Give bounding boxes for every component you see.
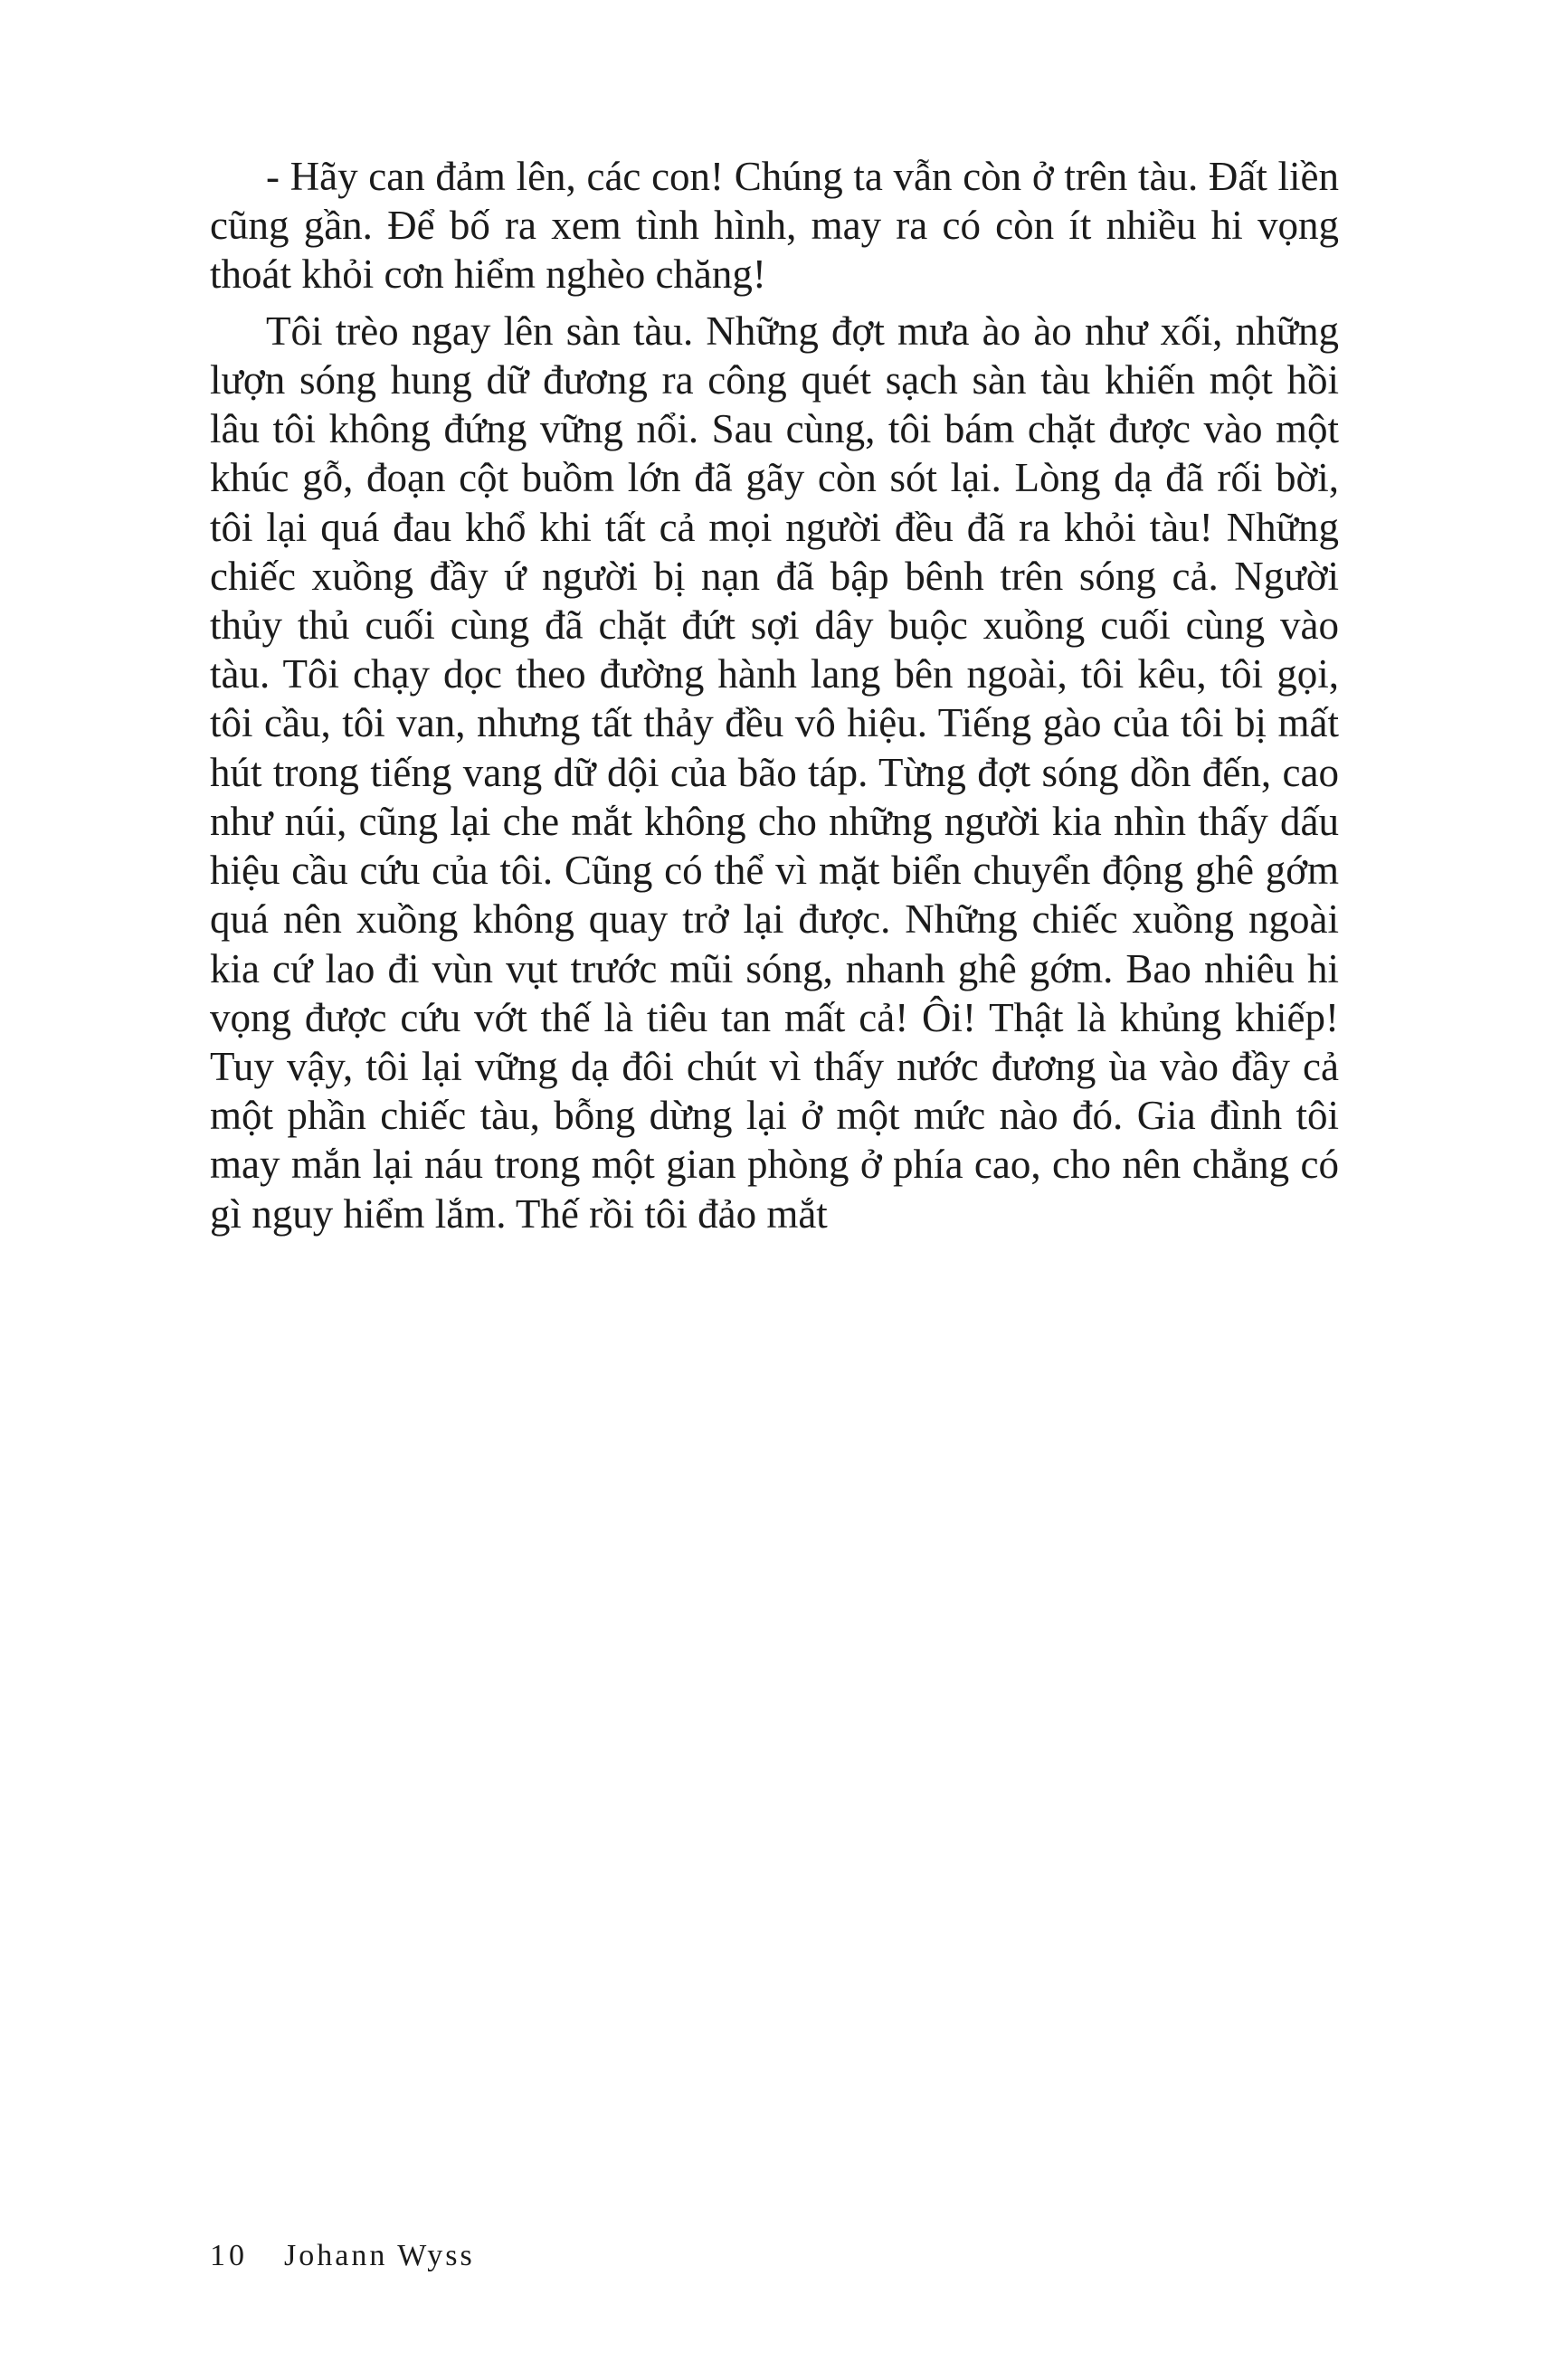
paragraph-1: - Hãy can đảm lên, các con! Chúng ta vẫn còn ở trên tàu. Đất liền cũng gần. Để bố ra xem tình hình, may ra có còn ít nhiều hi vọng thoát khỏi cơn hiểm nghèo chăng! (210, 154, 1339, 298)
page-number: 10 (210, 2239, 248, 2272)
page-body (210, 152, 1339, 1246)
running-head-author: Johann Wyss (284, 2239, 475, 2272)
paragraph-2: Tôi trèo ngay lên sàn tàu. Những đợt mưa ào ào như xối, những lượn sóng hung dữ đương ra công quét sạch sàn tàu khiến một hồi lâu tôi không đứng vững nổi. Sau cùng, tôi bám chặt được vào một khúc gỗ, đoạn cột buồm lớn đã gãy còn sót lại. Lòng dạ đã rối bời, tôi lại quá đau khổ khi tất cả mọi người đều đã ra khỏi tàu! Những chiếc xuồng đầy ứ người bị nạn đã bập bênh trên sóng cả. Người thủy thủ cuối cùng đã chặt đứt sợi dây buộc xuồng cuối cùng vào tàu. Tôi chạy dọc theo đường hành lang bên ngoài, tôi kêu, tôi gọi, tôi cầu, tôi van, nhưng tất thảy đều vô hiệu. Tiếng gào của tôi bị mất hút trong tiếng vang dữ dội của bão táp. Từng đợt sóng dồn đến, cao như núi, cũng lại che mắt không cho những người kia nhìn thấy dấu hiệu cầu cứu của tôi. Cũng có thể vì mặt biển chuyển động ghê gớm quá nên xuồng không quay trở lại được. Những chiếc xuồng ngoài kia cứ lao đi vùn vụt trước mũi sóng, nhanh ghê gớm. Bao nhiêu hi vọng được cứu vớt thế là tiêu tan mất cả! Ôi! Thật là khủng khiếp! Tuy vậy, tôi lại vững dạ đôi chút vì thấy nước đương ùa vào đầy cả một phần chiếc tàu, bỗng dừng lại ở một mức nào đó. Gia đình tôi may mắn lại náu trong một gian phòng ở phía cao, cho nên chẳng có gì nguy hiểm lắm. Thế rồi tôi đảo mắt (210, 308, 1339, 1237)
page-footer (210, 2239, 1339, 2273)
